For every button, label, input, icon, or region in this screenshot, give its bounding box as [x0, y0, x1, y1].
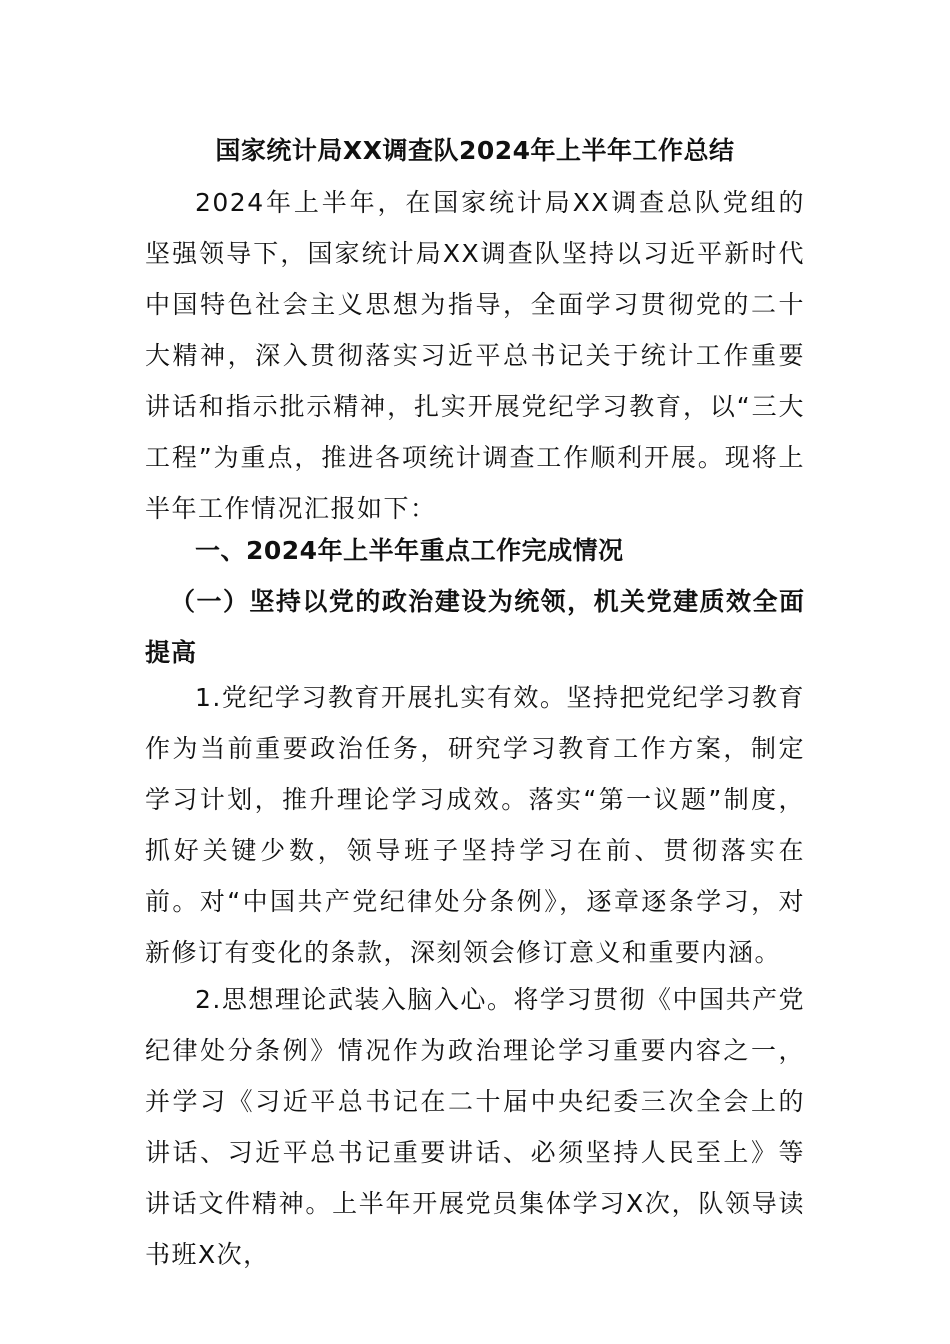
subsection-heading: （一）坚持以党的政治建设为统领，机关党建质效全面提高: [145, 587, 805, 667]
document-title: 国家统计局XX调查队2024年上半年工作总结: [215, 136, 735, 165]
intro-paragraph: 2024年上半年，在国家统计局XX调查总队党组的坚强领导下，国家统计局XX调查队坚持以习近平新时代中国特色社会主义思想为指导，全面学习贯彻党的二十大精神，深入贯彻落实习近平总书记关于统计工作重要讲话和指示批示精神，扎实开展党纪学习教育，以“三大工程”为重点，推进各项统计调查工作顺利开展。现将上半年工作情况汇报如下：: [145, 188, 805, 523]
item-paragraph-1: 1.党纪学习教育开展扎实有效。坚持把党纪学习教育作为当前重要政治任务，研究学习教育工作方案，制定学习计划，推升理论学习成效。落实“第一议题”制度，抓好关键少数，领导班子坚持学习在前、贯彻落实在前。对“中国共产党纪律处分条例》，逐章逐条学习，对新修订有变化的条款，深刻领会修订意义和重要内涵。: [145, 683, 805, 967]
section-heading: 一、2024年上半年重点工作完成情况: [195, 536, 624, 565]
item-paragraph-2: 2.思想理论武装入脑入心。将学习贯彻《中国共产党纪律处分条例》情况作为政治理论学习重要内容之一，并学习《习近平总书记在二十届中央纪委三次全会上的讲话、习近平总书记重要讲话、必须坚持人民至上》等讲话文件精神。上半年开展党员集体学习X次，队领导读书班X次，: [145, 985, 805, 1269]
